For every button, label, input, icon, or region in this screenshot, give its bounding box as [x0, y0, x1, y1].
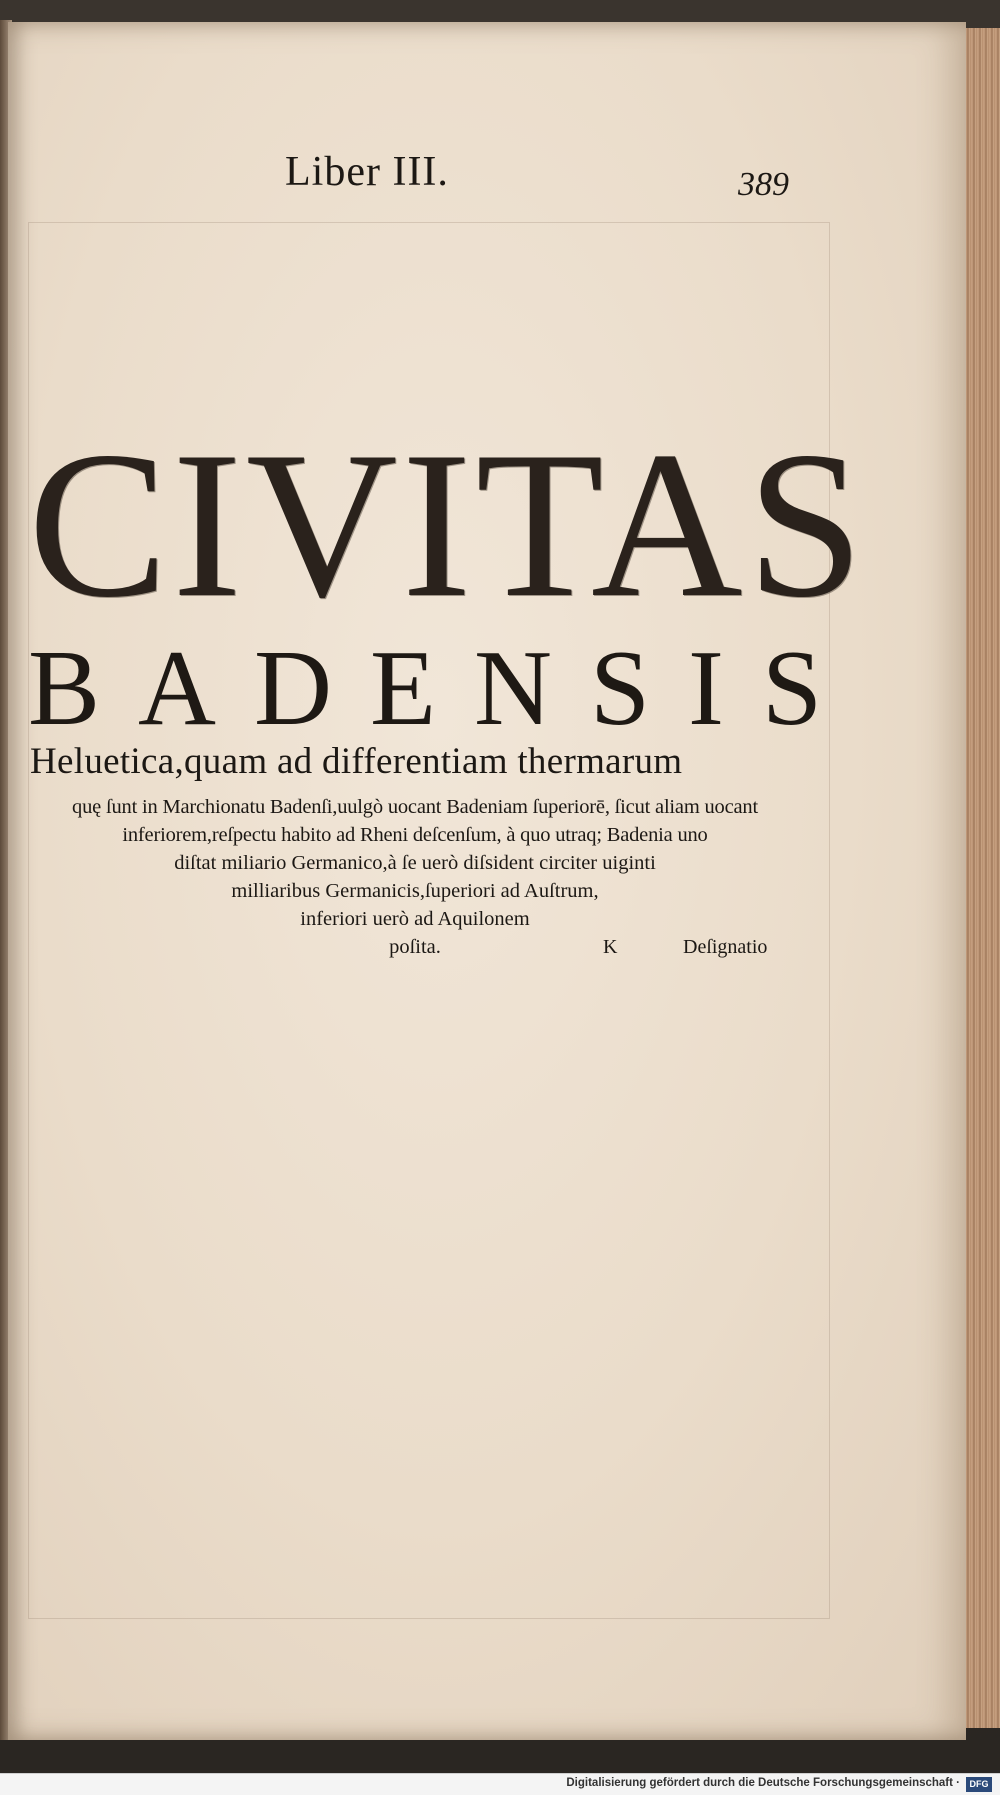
body-line: poſita. [389, 936, 441, 958]
body-line: inferiori uerò ad Aquilonem [300, 908, 530, 930]
book-page-edges [962, 28, 1000, 1728]
body-line: quę ſunt in Marchionatu Badenſi,uulgò uocant Badeniam ſuperiorē, ſicut aliam uocant [72, 796, 758, 818]
subtitle-line: Heluetica,quam ad differentiam thermarum [30, 741, 683, 782]
catchword: Deſignatio [683, 936, 768, 958]
body-line: milliaribus Germanicis,ſuperiori ad Auſtrum, [231, 880, 599, 902]
body-line: inferiorem,reſpectu habito ad Rheni deſcenſum, à quo utraq; Badenia uno [122, 824, 708, 846]
footer-credit: Digitalisierung gefördert durch die Deutsche Forschungsgemeinschaft · [566, 1777, 960, 1789]
signature-mark: K [603, 936, 618, 958]
title-civitas: CIVITAS [28, 409, 868, 641]
dfg-logo-icon: DFG [966, 1777, 992, 1792]
running-head: Liber III. [285, 149, 449, 195]
page-number: 389 [738, 166, 789, 203]
title-badensis: BADENSIS [28, 629, 861, 748]
body-line: diſtat miliario Germanico,à ſe uerò diſsident circiter uiginti [174, 852, 656, 874]
footer-bar [0, 1773, 1000, 1795]
